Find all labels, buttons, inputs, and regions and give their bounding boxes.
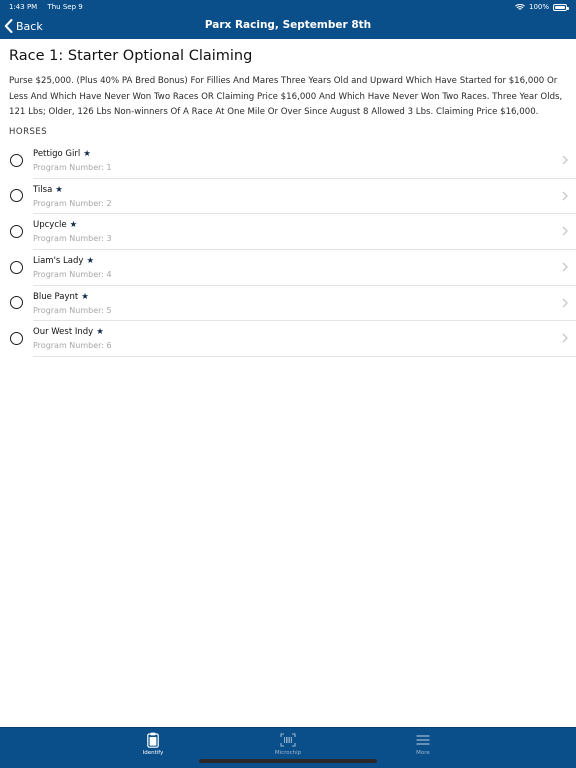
horse-name: Upcycle [33,220,67,231]
tab-label: More [416,750,430,756]
horse-row[interactable] [0,250,576,286]
horse-list [0,143,576,357]
program-number: Program Number: 2 [33,198,112,208]
tab-more[interactable] [393,732,453,762]
status-date: Thu Sep 9 [47,3,83,11]
horse-name: Tilsa [33,184,53,195]
race-description: Purse $25,000. (Plus 40% PA Bred Bonus) For Fillies And Mares Three Years Old and Upward Which Have Started for $16,000 Or Less And Which Have Never Won Two Races OR Claiming Price $16,000 And Which Have Never Won Two Races. Three Year Olds, 121 Lbs; Older, 126 Lbs Non-winners Of A Race At One Mile Or Over Since August 8 Allowed 3 Lbs. Claiming Price $16,000. [9,76,563,117]
star-icon: ★ [69,220,78,231]
horse-row[interactable] [0,143,576,179]
program-number: Program Number: 6 [33,341,112,351]
program-number: Program Number: 1 [33,163,112,172]
home-indicator[interactable] [199,759,377,763]
row-separator [33,356,576,357]
chevron-right-icon [562,191,568,201]
horse-name: Blue Paynt [33,291,79,302]
chevron-right-icon [562,226,568,236]
horse-row[interactable] [0,179,576,215]
chevron-right-icon [562,262,568,272]
program-number: Program Number: 5 [33,305,112,315]
radio-button[interactable] [10,296,23,309]
star-icon: ★ [86,256,95,267]
radio-button[interactable] [10,189,23,202]
star-icon: ★ [83,149,91,159]
radio-button[interactable] [10,225,23,238]
horse-row[interactable] [0,214,576,250]
barcode-icon [280,732,296,748]
tab-microchip[interactable] [258,732,318,762]
menu-icon [415,732,431,748]
star-icon: ★ [55,184,63,195]
clipboard-icon [147,732,159,748]
program-number: Program Number: 3 [33,234,112,244]
star-icon: ★ [81,291,89,302]
tab-identify[interactable] [123,732,183,762]
radio-button[interactable] [10,261,23,274]
page-title: Parx Racing, September 8th [204,19,372,31]
radio-button[interactable] [10,332,23,345]
star-icon: ★ [96,327,104,338]
horse-row[interactable] [0,286,576,322]
race-title: Race 1: Starter Optional Claiming [9,48,253,64]
tab-label: Identify [142,750,164,756]
status-bar-right [515,3,567,11]
navigation-bar [0,0,576,39]
horse-name: Pettigo Girl [33,149,81,159]
wifi-icon [515,4,525,11]
horses-section-header: HORSES [9,127,48,137]
chevron-left-icon [4,19,13,33]
status-time: 1:43 PM [9,3,38,11]
program-number: Program Number: 4 [33,270,112,280]
chevron-right-icon [562,298,568,308]
battery-icon [553,4,567,11]
horse-row[interactable] [0,321,576,357]
status-bar-left [9,3,91,11]
back-label: Back [16,19,43,33]
chevron-right-icon [562,333,568,343]
horse-name: Our West Indy [33,327,94,338]
radio-button[interactable] [10,154,23,167]
chevron-right-icon [562,155,568,165]
battery-percent: 100% [528,3,549,11]
horse-name: Liam's Lady [33,256,84,267]
tab-label: Microchip [274,750,302,756]
back-button[interactable] [4,16,43,36]
